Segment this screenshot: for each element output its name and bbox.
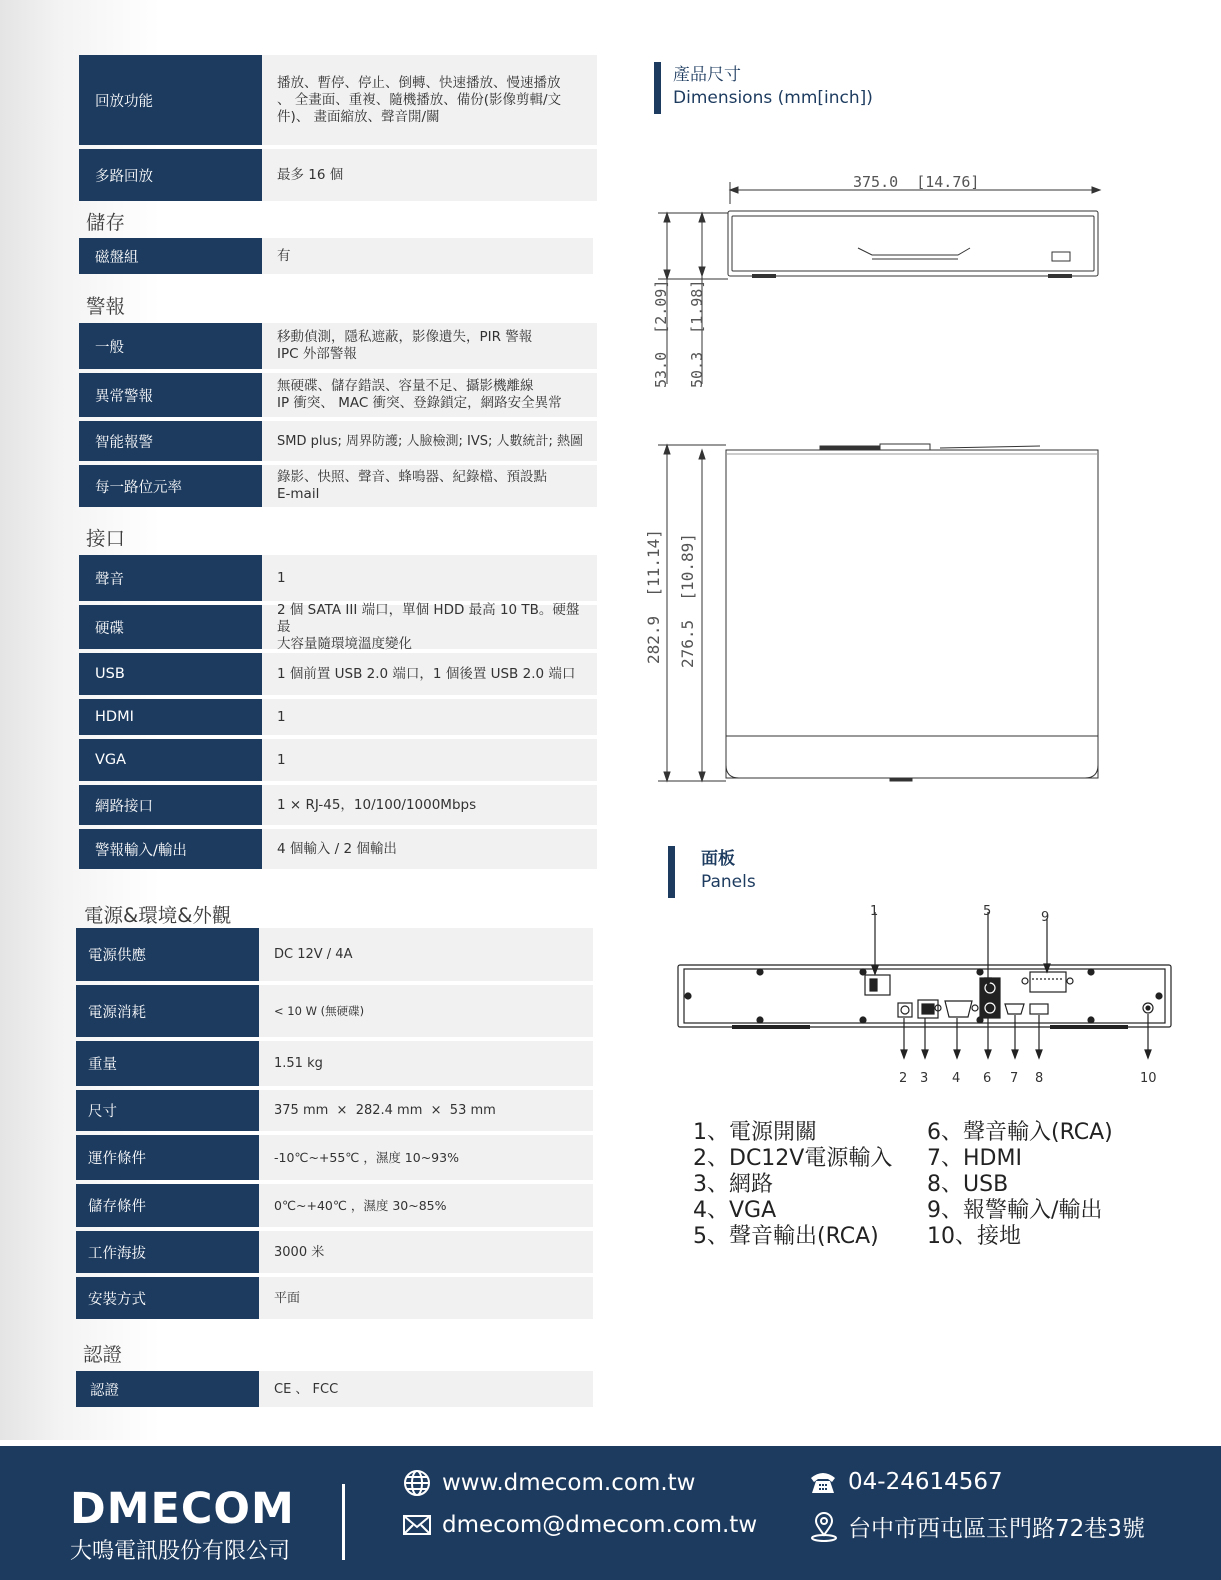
footer-website[interactable] — [402, 1468, 695, 1498]
dim-height-total-label: 53.0 [2.09] — [652, 279, 670, 388]
phone-icon — [808, 1468, 838, 1496]
callout-4: 4 — [952, 1071, 961, 1086]
spec-label: 異常警報 — [79, 373, 262, 417]
spec-value — [262, 373, 597, 417]
legend-item: 4、VGA — [693, 1198, 777, 1223]
phone-number[interactable]: 04-24614567 — [848, 1469, 1003, 1495]
spec-row-altitude — [76, 1231, 593, 1273]
section-title-power: 電源&環境&外觀 — [84, 904, 232, 927]
legend-item: 8、USB — [927, 1172, 1009, 1197]
callout-6: 6 — [983, 1071, 992, 1086]
spec-label: 安裝方式 — [76, 1277, 259, 1319]
spec-row-alarm-general — [79, 323, 597, 369]
spec-row-usb — [79, 653, 597, 695]
spec-value: 有 — [262, 238, 593, 274]
company-logo: DMECOM — [70, 1484, 295, 1534]
spec-value-line: 大容量隨環境溫度變化 — [277, 635, 412, 652]
spec-label: 聲音 — [79, 555, 262, 601]
panels-title — [701, 848, 756, 894]
spec-label: 每一路位元率 — [79, 465, 262, 507]
rear-panel-drawing — [670, 900, 1180, 1100]
dimensions-title — [673, 64, 873, 110]
spec-row-weight — [76, 1041, 593, 1086]
globe-icon — [402, 1468, 432, 1498]
spec-row-raid — [79, 238, 593, 274]
spec-value: 4 個輸入 / 2 個輸出 — [262, 829, 597, 869]
spec-label: 硬碟 — [79, 605, 262, 649]
spec-row-alarm-io — [79, 829, 597, 869]
location-icon — [810, 1511, 838, 1543]
dimensions-title-bar — [654, 62, 661, 114]
spec-label: HDMI — [79, 699, 262, 735]
spec-value: 3000 米 — [259, 1231, 593, 1273]
spec-row-operating — [76, 1135, 593, 1180]
dimensions-title-en: Dimensions (mm[inch]) — [673, 88, 873, 108]
spec-value: < 10 W (無硬碟) — [259, 985, 593, 1037]
spec-value-line: IP 衝突、 MAC 衝突、登錄鎖定，網路安全異常 — [277, 395, 562, 411]
legend-item: 1、電源開關 — [693, 1120, 817, 1145]
spec-row-size — [76, 1090, 593, 1131]
callout-1: 1 — [870, 904, 879, 919]
callout-3: 3 — [920, 1071, 929, 1086]
spec-value-line: IPC 外部警報 — [277, 346, 357, 362]
callout-7: 7 — [1010, 1071, 1019, 1086]
footer-phone[interactable] — [808, 1468, 1003, 1496]
section-title-alarm: 警報 — [86, 295, 126, 318]
callout-5: 5 — [983, 904, 992, 919]
company-name: 大鳴電訊股份有限公司 — [70, 1539, 291, 1564]
spec-row-mounting — [76, 1277, 593, 1319]
spec-value-line: 移動偵測，隱私遮蔽，影像遺失，PIR 警報 — [277, 329, 533, 345]
spec-row-multi-playback — [79, 149, 597, 201]
panel-legend-left — [693, 1120, 892, 1250]
footer-address — [810, 1510, 1145, 1543]
spec-value: 最多 16 個 — [262, 149, 597, 201]
footer-email[interactable] — [402, 1512, 757, 1538]
dim-width-label: 375.0 [14.76] — [853, 173, 980, 191]
dim-depth-body-label: 276.5 [10.89] — [678, 533, 697, 668]
spec-value: 1 × RJ-45，10/100/1000Mbps — [262, 785, 597, 825]
legend-item: 3、網路 — [693, 1172, 773, 1197]
mail-icon — [402, 1513, 432, 1537]
panels-title-bar — [668, 846, 675, 898]
spec-row-vga — [79, 739, 597, 781]
spec-value: 1.51 kg — [259, 1041, 593, 1086]
spec-row-cert — [76, 1371, 593, 1407]
spec-value: 1 — [262, 699, 597, 735]
spec-row-alarm-linkage — [79, 465, 597, 507]
address-text: 台中市西屯區玉門路72巷3號 — [848, 1516, 1145, 1542]
spec-label: 重量 — [76, 1041, 259, 1086]
spec-value — [262, 601, 597, 652]
callout-10: 10 — [1140, 1071, 1157, 1086]
spec-value: 0℃~+40℃ ，濕度 30~85% — [259, 1184, 593, 1227]
dim-height-body-label: 50.3 [1.98] — [688, 279, 706, 388]
spec-value — [262, 323, 597, 369]
spec-label: 磁盤組 — [79, 238, 262, 274]
top-view-drawing — [640, 430, 1120, 790]
spec-value-line: 播放、暫停、停止、倒轉、快速播放、慢速播放 — [277, 74, 561, 91]
spec-value-line: E-mail — [277, 486, 320, 502]
legend-item: 2、DC12V電源輸入 — [693, 1146, 893, 1171]
section-title-storage: 儲存 — [86, 211, 126, 234]
spec-label: USB — [79, 653, 262, 695]
footer — [0, 1446, 1221, 1580]
section-title-cert: 認證 — [83, 1343, 123, 1366]
legend-item: 9、報警輸入/輸出 — [927, 1198, 1103, 1223]
spec-value-line: 錄影、快照、聲音、蜂鳴器、紀錄檔、預設點 — [277, 469, 547, 485]
spec-row-hdmi — [79, 699, 597, 735]
spec-value: DC 12V / 4A — [259, 928, 593, 981]
spec-label: 智能報警 — [79, 421, 262, 461]
spec-value: 1 個前置 USB 2.0 端口，1 個後置 USB 2.0 端口 — [262, 653, 597, 695]
spec-value-line: 無硬碟、儲存錯誤、容量不足、攝影機離線 — [277, 378, 534, 394]
side-view-drawing — [640, 160, 1120, 400]
spec-row-power-supply — [76, 928, 593, 981]
legend-item: 10、接地 — [927, 1224, 1021, 1249]
spec-label: 電源消耗 — [76, 985, 259, 1037]
spec-value: CE 、 FCC — [259, 1371, 593, 1407]
spec-label: 儲存條件 — [76, 1184, 259, 1227]
spec-label: 工作海拔 — [76, 1231, 259, 1273]
spec-label: VGA — [79, 739, 262, 781]
spec-row-alarm-abnormal — [79, 373, 597, 417]
website-link[interactable]: www.dmecom.com.tw — [442, 1470, 696, 1496]
callout-8: 8 — [1035, 1071, 1044, 1086]
spec-value-line: 、 全畫面、重複、隨機播放、備份(影像剪輯/文 — [277, 91, 562, 108]
spec-label: 網路接口 — [79, 785, 262, 825]
spec-label: 回放功能 — [79, 55, 262, 145]
spec-value: -10℃~+55℃ ，濕度 10~93% — [259, 1135, 593, 1180]
spec-value: SMD plus; 周界防護; 人臉檢測; IVS; 人數統計; 熱圖 — [262, 421, 597, 461]
footer-divider — [342, 1484, 345, 1560]
section-title-interface: 接口 — [86, 527, 126, 550]
spec-value: 375 mm × 282.4 mm × 53 mm — [259, 1090, 593, 1131]
legend-item: 6、聲音輸入(RCA) — [927, 1120, 1113, 1145]
dimensions-title-cn: 產品尺寸 — [673, 65, 741, 85]
spec-row-storage-condition — [76, 1184, 593, 1227]
dim-depth-total-label: 282.9 [11.14] — [644, 529, 663, 664]
spec-label: 運作條件 — [76, 1135, 259, 1180]
spec-row-audio — [79, 555, 597, 601]
legend-item: 5、聲音輸出(RCA) — [693, 1224, 879, 1249]
spec-label: 一般 — [79, 323, 262, 369]
spec-row-power-consumption — [76, 985, 593, 1037]
spec-value-line: 件)、 畫面縮放、聲音開/關 — [277, 108, 440, 125]
legend-item: 7、HDMI — [927, 1146, 1022, 1171]
spec-label: 警報輸入/輸出 — [79, 829, 262, 869]
spec-value — [262, 465, 597, 507]
callout-2: 2 — [899, 1071, 908, 1086]
spec-label: 多路回放 — [79, 149, 262, 201]
spec-value: 1 — [262, 555, 597, 601]
spec-label: 尺寸 — [76, 1090, 259, 1131]
spec-value-line: 2 個 SATA III 端口，單個 HDD 最高 10 TB。硬盤最 — [277, 601, 580, 635]
spec-label: 認證 — [76, 1371, 259, 1407]
callout-9: 9 — [1041, 910, 1050, 925]
spec-value — [262, 55, 597, 145]
spec-row-network — [79, 785, 597, 825]
spec-label: 電源供應 — [76, 928, 259, 981]
spec-value: 1 — [262, 739, 597, 781]
email-link[interactable]: dmecom@dmecom.com.tw — [442, 1512, 758, 1538]
panels-title-en: Panels — [701, 872, 756, 892]
spec-value: 平面 — [259, 1277, 593, 1319]
spec-row-hdd — [79, 601, 597, 652]
panels-title-cn: 面板 — [701, 849, 735, 869]
spec-row-alarm-smart — [79, 421, 597, 461]
panel-legend-right — [927, 1120, 1113, 1250]
spec-row-playback — [79, 55, 597, 145]
